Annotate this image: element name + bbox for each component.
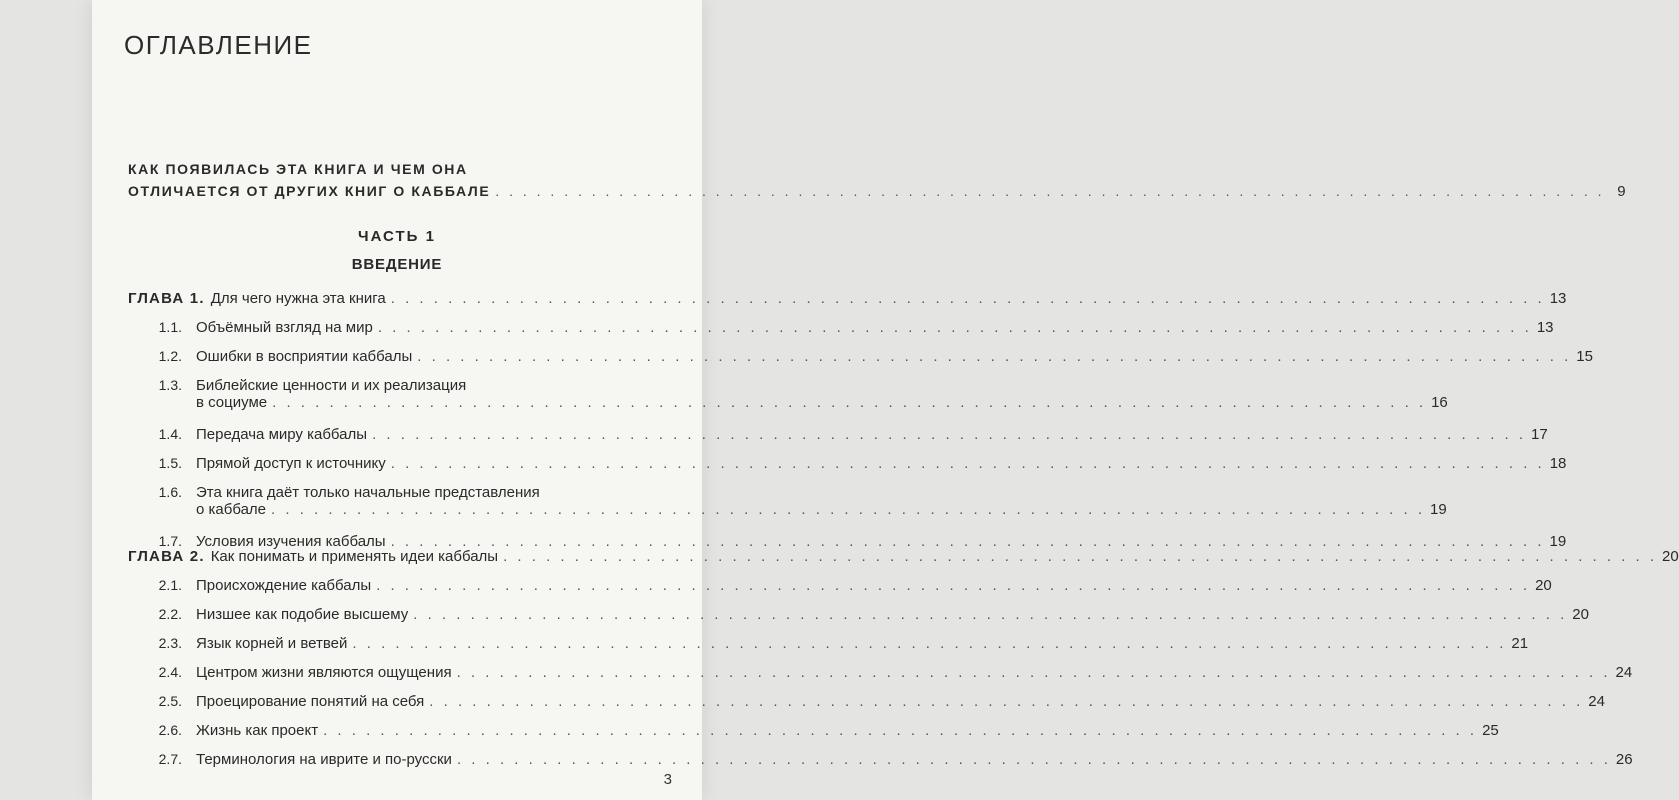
leader-dots (495, 180, 1604, 202)
section-page: 16 (1431, 394, 1448, 411)
intro-line-2: ОТЛИЧАЕТСЯ ОТ ДРУГИХ КНИГ О КАББАЛЕ (128, 183, 491, 199)
section-number: 1.7. (158, 533, 182, 549)
chapter-title: Для чего нужна эта книга (210, 290, 386, 307)
section-page: 21 (1511, 635, 1529, 652)
section-page: 19 (1549, 533, 1567, 550)
toc-entry[interactable] (128, 751, 1633, 775)
section-number: 1.4. (158, 426, 182, 442)
section-number: 2.5. (158, 693, 182, 709)
leader-dots (271, 501, 1425, 518)
chapter-label: ГЛАВА 1. (128, 290, 205, 307)
chapter-title: Как понимать и применять идеи каббалы (210, 548, 499, 565)
toc-entry[interactable] (128, 377, 1448, 421)
leader-dots (457, 664, 1611, 681)
section-page: 26 (1615, 751, 1633, 768)
section-page: 19 (1430, 501, 1447, 518)
section-title: Условия изучения каббалы (196, 533, 386, 550)
toc-entry[interactable] (128, 606, 1589, 630)
toc-entry[interactable] (128, 664, 1633, 688)
intro-line-1: КАК ПОЯВИЛАСЬ ЭТА КНИГА И ЧЕМ ОНА (128, 161, 468, 177)
intro-page: 9 (1617, 183, 1626, 200)
intro-entry[interactable] (128, 158, 1626, 203)
leader-dots (417, 348, 1571, 365)
section-number: 2.4. (158, 664, 182, 680)
section-number: 2.2. (158, 606, 182, 622)
section-title: Библейские ценности и их реализация (196, 377, 467, 394)
section-title: Объёмный взгляд на мир (196, 319, 373, 336)
section-title: Прямой доступ к источнику (196, 455, 386, 472)
toc-entry[interactable] (128, 722, 1499, 746)
section-page: 13 (1536, 319, 1554, 336)
section-title: Язык корней и ветвей (196, 635, 348, 652)
section-number: 1.5. (158, 455, 182, 471)
section-number: 2.7. (158, 751, 182, 767)
section-page: 24 (1615, 664, 1633, 681)
toc-entry[interactable] (128, 577, 1552, 601)
leader-dots (429, 693, 1583, 710)
toc-entry[interactable] (128, 693, 1605, 717)
leader-dots (413, 606, 1567, 623)
toc-entry[interactable] (128, 426, 1548, 450)
leader-dots (391, 290, 1545, 307)
chapter-page: 20 (1662, 548, 1679, 565)
section-page: 15 (1576, 348, 1593, 365)
toc-entry[interactable] (128, 455, 1567, 479)
section-page: 24 (1588, 693, 1605, 710)
book-page (92, 0, 1679, 800)
chapter-2 (128, 548, 1679, 775)
section-title: Передача миру каббалы (196, 426, 368, 443)
section-title: Терминология на иврите и по-русски (196, 751, 452, 768)
section-title: Ошибки в восприятии каббалы (196, 348, 413, 365)
page-title: ОГЛАВЛЕНИЕ (124, 30, 313, 60)
part-number: ЧАСТЬ 1 (358, 228, 436, 245)
chapter-label: ГЛАВА 2. (128, 548, 205, 565)
leader-dots (372, 426, 1526, 443)
toc-entry[interactable] (128, 484, 1447, 528)
leader-dots (503, 548, 1657, 565)
section-title: Происхождение каббалы (196, 577, 372, 594)
section-page: 25 (1482, 722, 1499, 739)
toc-entry[interactable] (128, 319, 1554, 343)
section-title: Эта книга даёт только начальные представления (196, 484, 540, 501)
chapter-heading[interactable] (128, 548, 1679, 572)
section-title-cont: о каббале (196, 501, 267, 518)
section-title: Жизнь как проект (196, 722, 319, 739)
toc-entry[interactable] (128, 635, 1529, 659)
chapter-heading[interactable] (128, 290, 1567, 314)
section-number: 1.2. (158, 348, 182, 364)
section-number: 1.1. (158, 319, 182, 335)
section-page: 20 (1572, 606, 1589, 623)
section-number: 2.1. (158, 577, 182, 593)
section-page: 20 (1535, 577, 1552, 594)
section-number: 2.6. (158, 722, 182, 738)
section-page: 17 (1531, 426, 1548, 443)
leader-dots (272, 394, 1426, 411)
leader-dots (323, 722, 1477, 739)
section-page: 18 (1549, 455, 1567, 472)
section-title: Центром жизни являются ощущения (196, 664, 452, 681)
leader-dots (457, 751, 1611, 768)
section-number: 1.6. (158, 484, 182, 500)
toc-entry[interactable] (128, 348, 1593, 372)
section-title: Низшее как подобие высшему (196, 606, 409, 623)
chapter-page: 13 (1549, 290, 1567, 307)
part-name: ВВЕДЕНИЕ (351, 256, 443, 273)
section-title: Проецирование понятий на себя (196, 693, 425, 710)
section-number: 2.3. (158, 635, 182, 651)
section-title-cont: в социуме (196, 394, 268, 411)
leader-dots (352, 635, 1506, 652)
chapter-1 (128, 290, 1593, 557)
page-number: 3 (663, 771, 672, 788)
section-number: 1.3. (158, 377, 182, 393)
leader-dots (378, 319, 1532, 336)
leader-dots (376, 577, 1530, 594)
leader-dots (391, 455, 1545, 472)
